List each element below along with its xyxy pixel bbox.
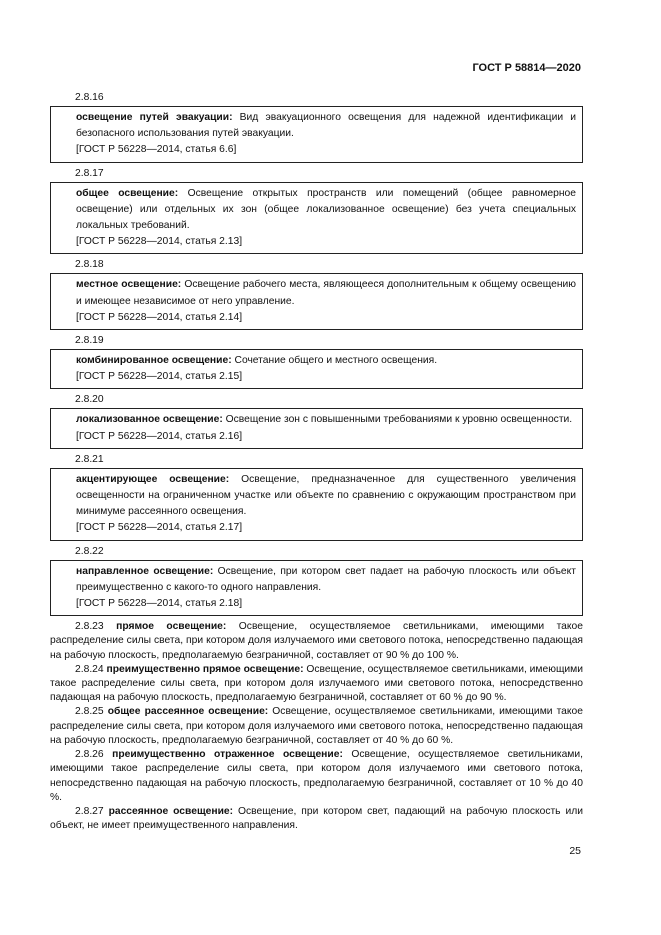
term-reference: [ГОСТ Р 56228—2014, статья 2.16] [76,430,243,442]
term-number: 2.8.16 [75,92,104,103]
term-name: преимущественно отраженное освещение: [112,749,343,761]
term-text: Сочетание общего и местного освещения. [231,355,438,367]
term-number: 2.8.25 [75,706,104,718]
term-number: 2.8.18 [75,259,104,271]
term-entry [50,452,583,541]
term-number: 2.8.23 [75,621,104,633]
term-paragraph [50,705,583,748]
term-box [50,349,583,389]
page-content [50,90,583,833]
term-paragraph [50,748,583,805]
term-entry [50,166,583,255]
term-name: направленное освещение: [76,565,214,577]
term-reference: [ГОСТ Р 56228—2014, статья 2.15] [76,371,243,383]
term-reference: [ГОСТ Р 56228—2014, статья 2.14] [76,311,243,323]
term-text: Освещение, предназначенное для существенного увеличения освещенности на ограниченном участке или объекте по сравнению с окружающим пространством при минимуме рассеянного освещения. [76,473,576,518]
term-name: общее освещение: [76,187,179,199]
term-text: Освещение, осуществляемое светильниками, имеющими такое распределение силы света, при котором доля излучаемого ими светового потока, непосредственно падающая на рабочую плоскость, предполагаемую безграничной, составляет от 60 % до 90 %. [50,663,584,704]
term-text: Освещение зон с повышенными требованиями к уровню освещенности. [222,414,573,426]
term-box [50,468,583,541]
term-text: Освещение, осуществляемое светильниками, имеющими такое распределение силы света, при котором доля излучаемого ими светового потока, непосредственно падающая на рабочую плоскость, предполагаемую безграничной, составляет от 40 % до 60 %. [50,706,583,746]
term-number: 2.8.24 [75,663,104,675]
term-text: Освещение, при котором свет, падающий на рабочую плоскость или объект, не имеет преимущественного направления. [50,805,583,832]
term-definition [76,353,576,369]
term-definition [76,472,576,521]
document-id: ГОСТ Р 58814—2020 [472,62,581,74]
term-name: акцентирующее освещение: [76,473,230,485]
term-name: локализованное освещение: [76,414,223,426]
term-name: рассеянное освещение: [108,805,234,817]
term-name: прямое освещение: [116,621,227,633]
term-text: Освещение, осуществляемое светильниками, имеющими такое распределение силы света, при котором доля излучаемого ими светового потока, непосредственно падающая на рабочую плоскость, предполагаемую безграничной, составляет от 10 % до 40 %. [50,749,583,803]
term-name: комбинированное освещение: [76,355,232,367]
term-text: Освещение, осуществляемое светильниками, имеющими такое распределение силы света, при котором доля излучаемого ими светового потока, непосредственно падающая на рабочую плоскость, предполагаемую безграничной, составляет от 90 % до 100 %. [50,621,583,661]
term-reference: [ГОСТ Р 56228—2014, статья 6.6] [76,144,237,156]
term-number: 2.8.27 [75,805,104,817]
term-reference: [ГОСТ Р 56228—2014, статья 2.18] [76,598,243,610]
term-text: Освещение рабочего места, являющееся дополнительным к общему освещению и имеющее независимое от него управление. [76,279,576,307]
term-definition [76,412,576,428]
term-box [50,182,583,255]
term-entry [50,544,583,617]
term-entry [50,257,583,330]
term-reference: [ГОСТ Р 56228—2014, статья 2.13] [76,236,243,248]
term-name: преимущественно прямое освещение: [106,663,304,675]
term-paragraph [50,620,583,663]
term-number: 2.8.22 [75,545,104,557]
term-definition [76,110,576,142]
term-name: местное освещение: [76,279,182,291]
term-paragraph [50,805,583,833]
term-text: Освещение открытых пространств или помещений (общее равномерное освещение) или отдельных их зон (общее локализованное освещение) без учета специальных локальных требований. [76,187,576,232]
term-definition [76,277,576,309]
term-paragraph [50,663,583,706]
term-definition [76,186,576,235]
term-number: 2.8.19 [75,335,104,347]
term-entry [50,333,583,389]
term-box [50,106,583,163]
term-number: 2.8.20 [75,394,104,406]
term-number: 2.8.17 [75,167,104,179]
term-reference: [ГОСТ Р 56228—2014, статья 2.17] [76,522,243,534]
term-number: 2.8.21 [75,453,104,465]
term-entry [50,392,583,448]
term-number: 2.8.26 [75,749,104,761]
term-name: освещение путей эвакуации: [76,112,233,123]
page-number: 25 [569,845,581,857]
term-box [50,408,583,448]
term-box [50,273,583,330]
term-box [50,560,583,617]
term-definition [76,564,576,596]
term-name: общее рассеянное освещение: [107,706,269,718]
term-text: Освещение, при котором свет падает на рабочую плоскость или объект преимущественно с какого-то одного направления. [76,565,576,593]
term-entry [50,90,583,163]
term-text: Вид эвакуационного освещения для надежной идентификации и безопасного использования путей эвакуации. [76,112,576,140]
